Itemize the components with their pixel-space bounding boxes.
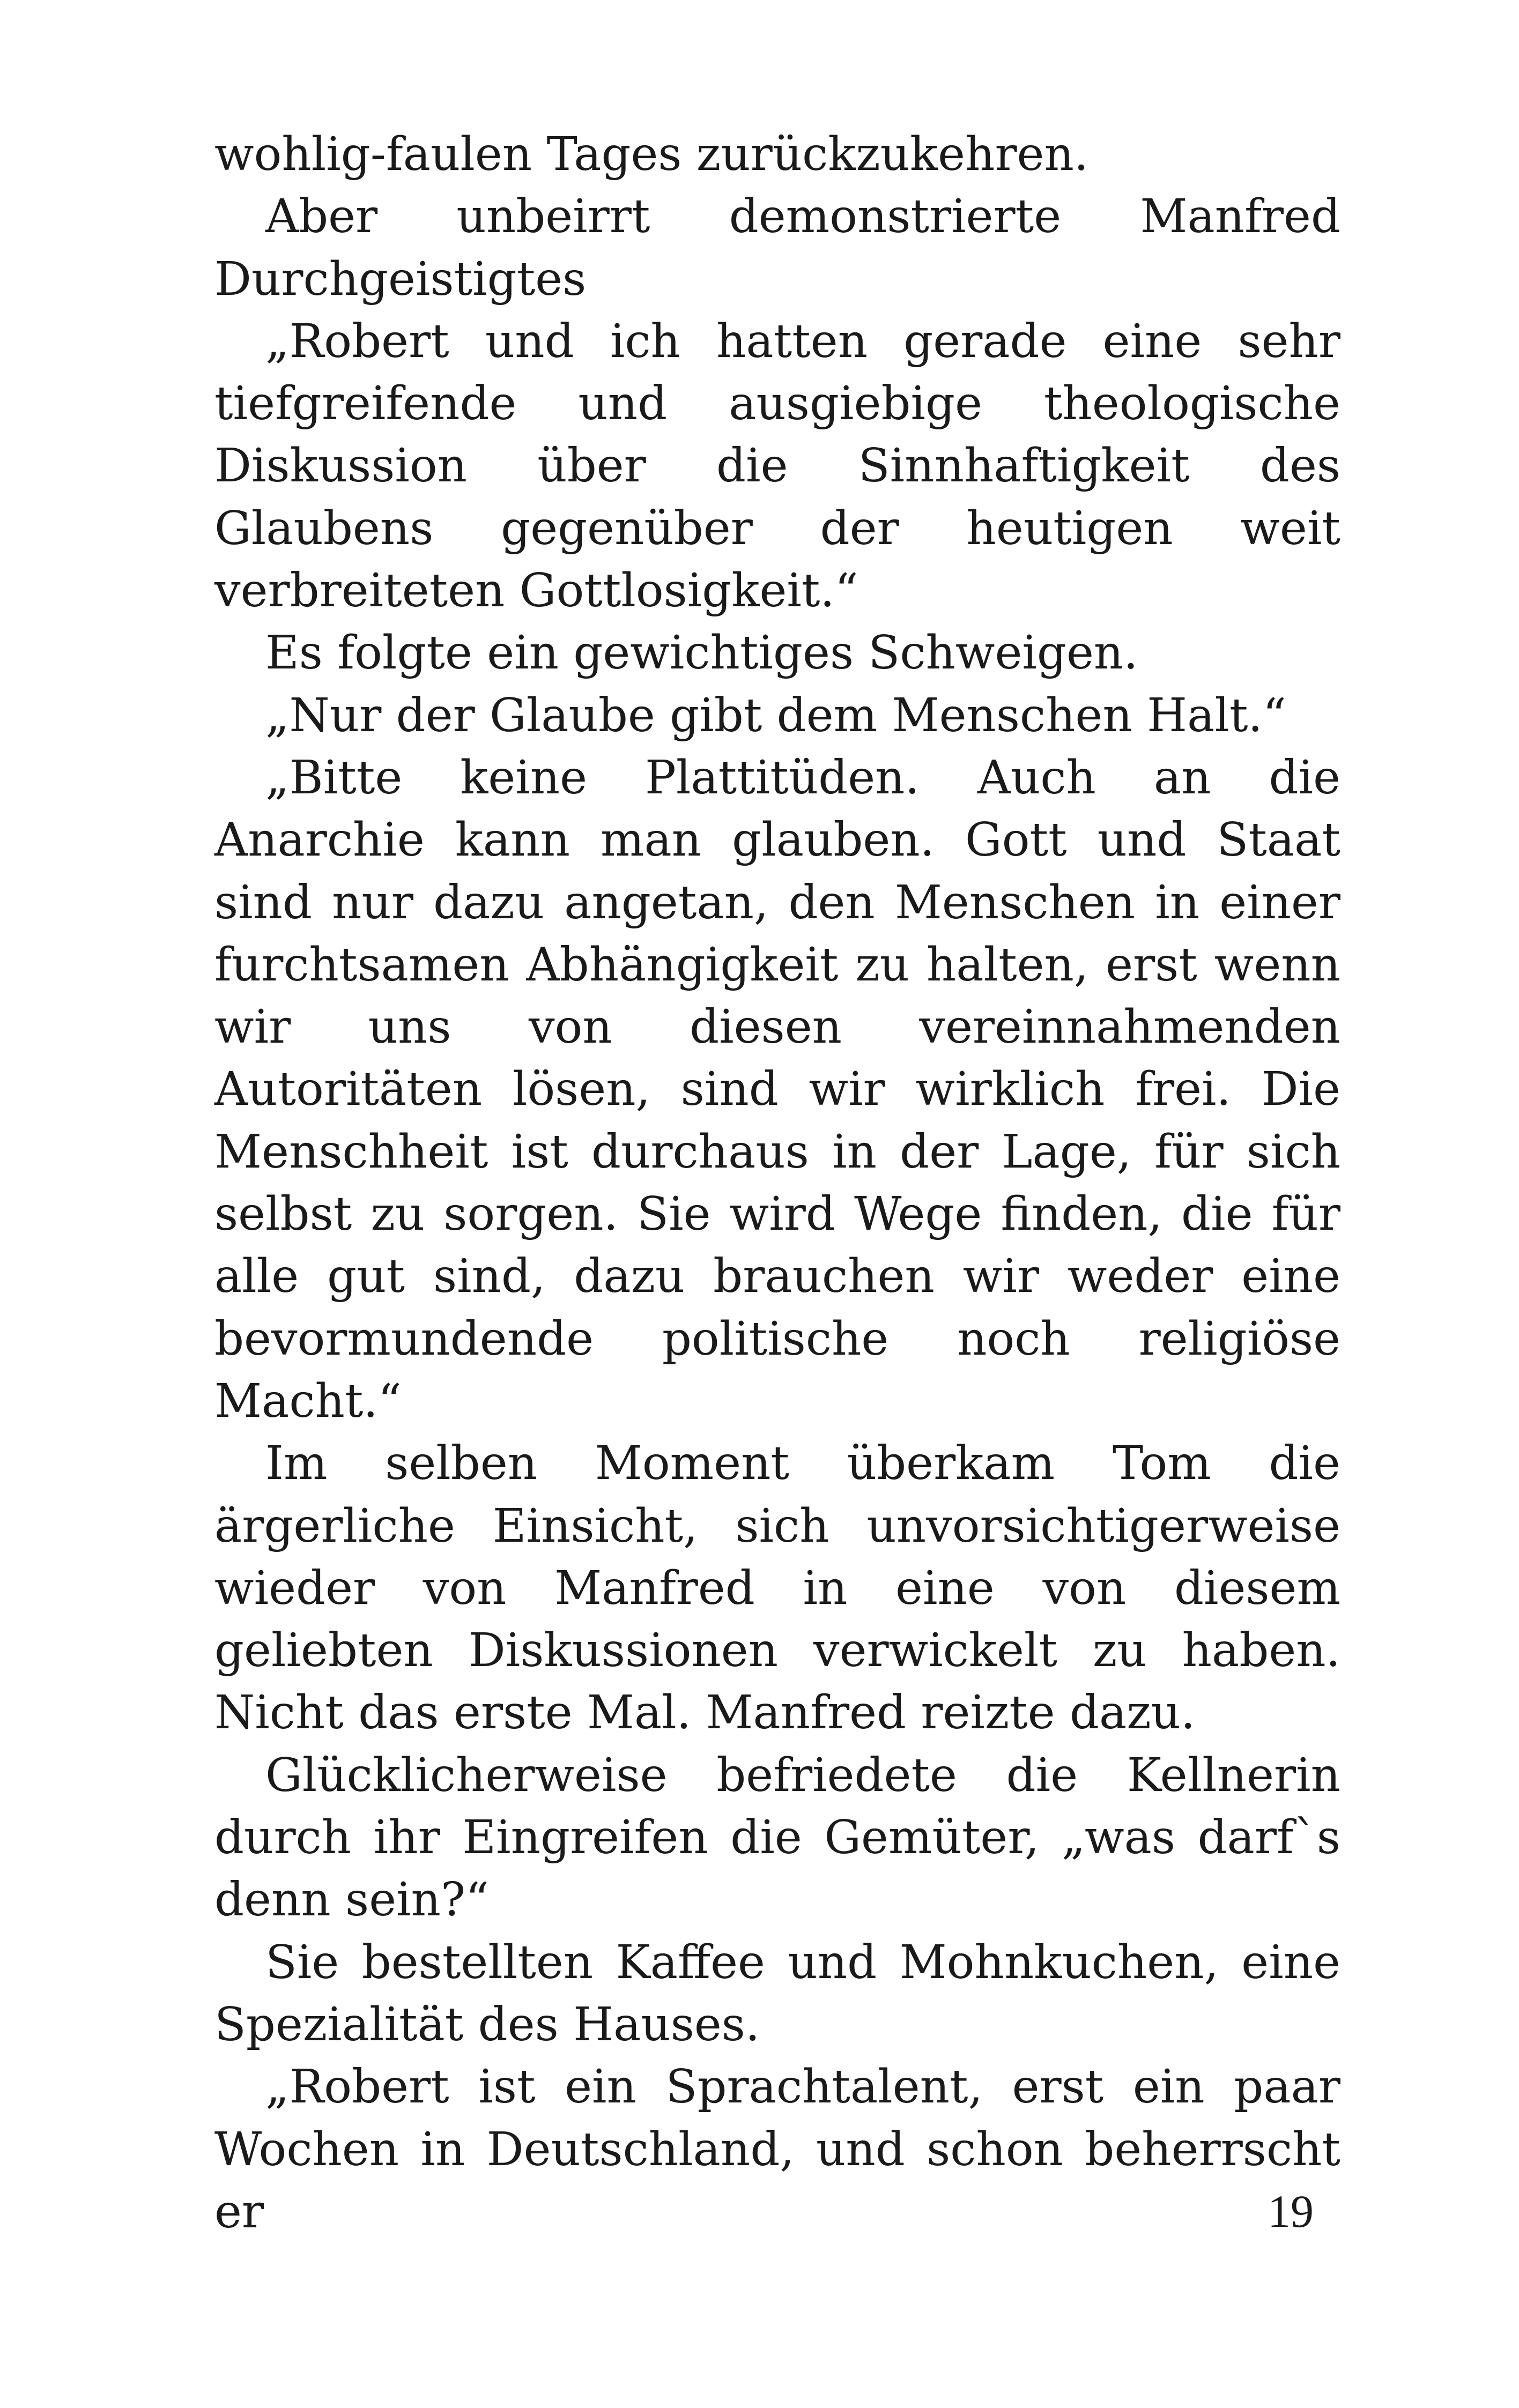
paragraph: wohlig-faulen Tages zurückzukehren. [214,128,1089,181]
page-number: 19 [1268,2186,1314,2237]
paragraph: Es folgte ein gewichtiges Schweigen. [265,626,1138,680]
paragraph: „Bitte keine Plattitüden. Auch an die Anarchie kann man glauben. Gott und Staat sind nur dazu angetan, den Menschen in einer furchtsamen Abhängigkeit zu halten, erst wenn wir uns von diesen vereinnahmenden Autoritäten lösen, sind wir wirklich frei. Die Menschheit ist durchaus in der Lage, für sich selbst zu sorgen. Sie wird Wege finden, die für alle gut sind, dazu brauchen wir weder eine bevormundende politische noch religiöse Macht.“ [214,750,1340,1428]
body-text [214,123,1340,2243]
paragraph: Aber unbeirrt demonstrierte Manfred Durchgeistigtes [214,190,1340,306]
paragraph: Glücklicherweise befriedete die Kellnerin durch ihr Eingreifen die Gemüter, „was darf`s denn sein?“ [214,1748,1340,1927]
paragraph: „Nur der Glaube gibt dem Menschen Halt.“ [265,688,1286,742]
paragraph: „Robert und ich hatten gerade eine sehr tiefgreifende und ausgiebige theologische Diskussion über die Sinnhaftigkeit des Glaubens gegenüber der heutigen weit verbreiteten Gottlosigkeit.“ [214,314,1340,618]
paragraph: Im selben Moment überkam Tom die ärgerliche Einsicht, sich unvorsichtigerweise wieder von Manfred in eine von diesem geliebten Diskussionen verwickelt zu haben. Nicht das erste Mal. Manfred reizte dazu. [214,1437,1340,1740]
paragraph: Sie bestellten Kaffee und Mohnkuchen, eine Spezialität des Hauses. [214,1935,1340,2052]
paragraph: „Robert ist ein Sprachtalent, erst ein paar Wochen in Deutschland, und schon beherrscht er [214,2060,1340,2239]
